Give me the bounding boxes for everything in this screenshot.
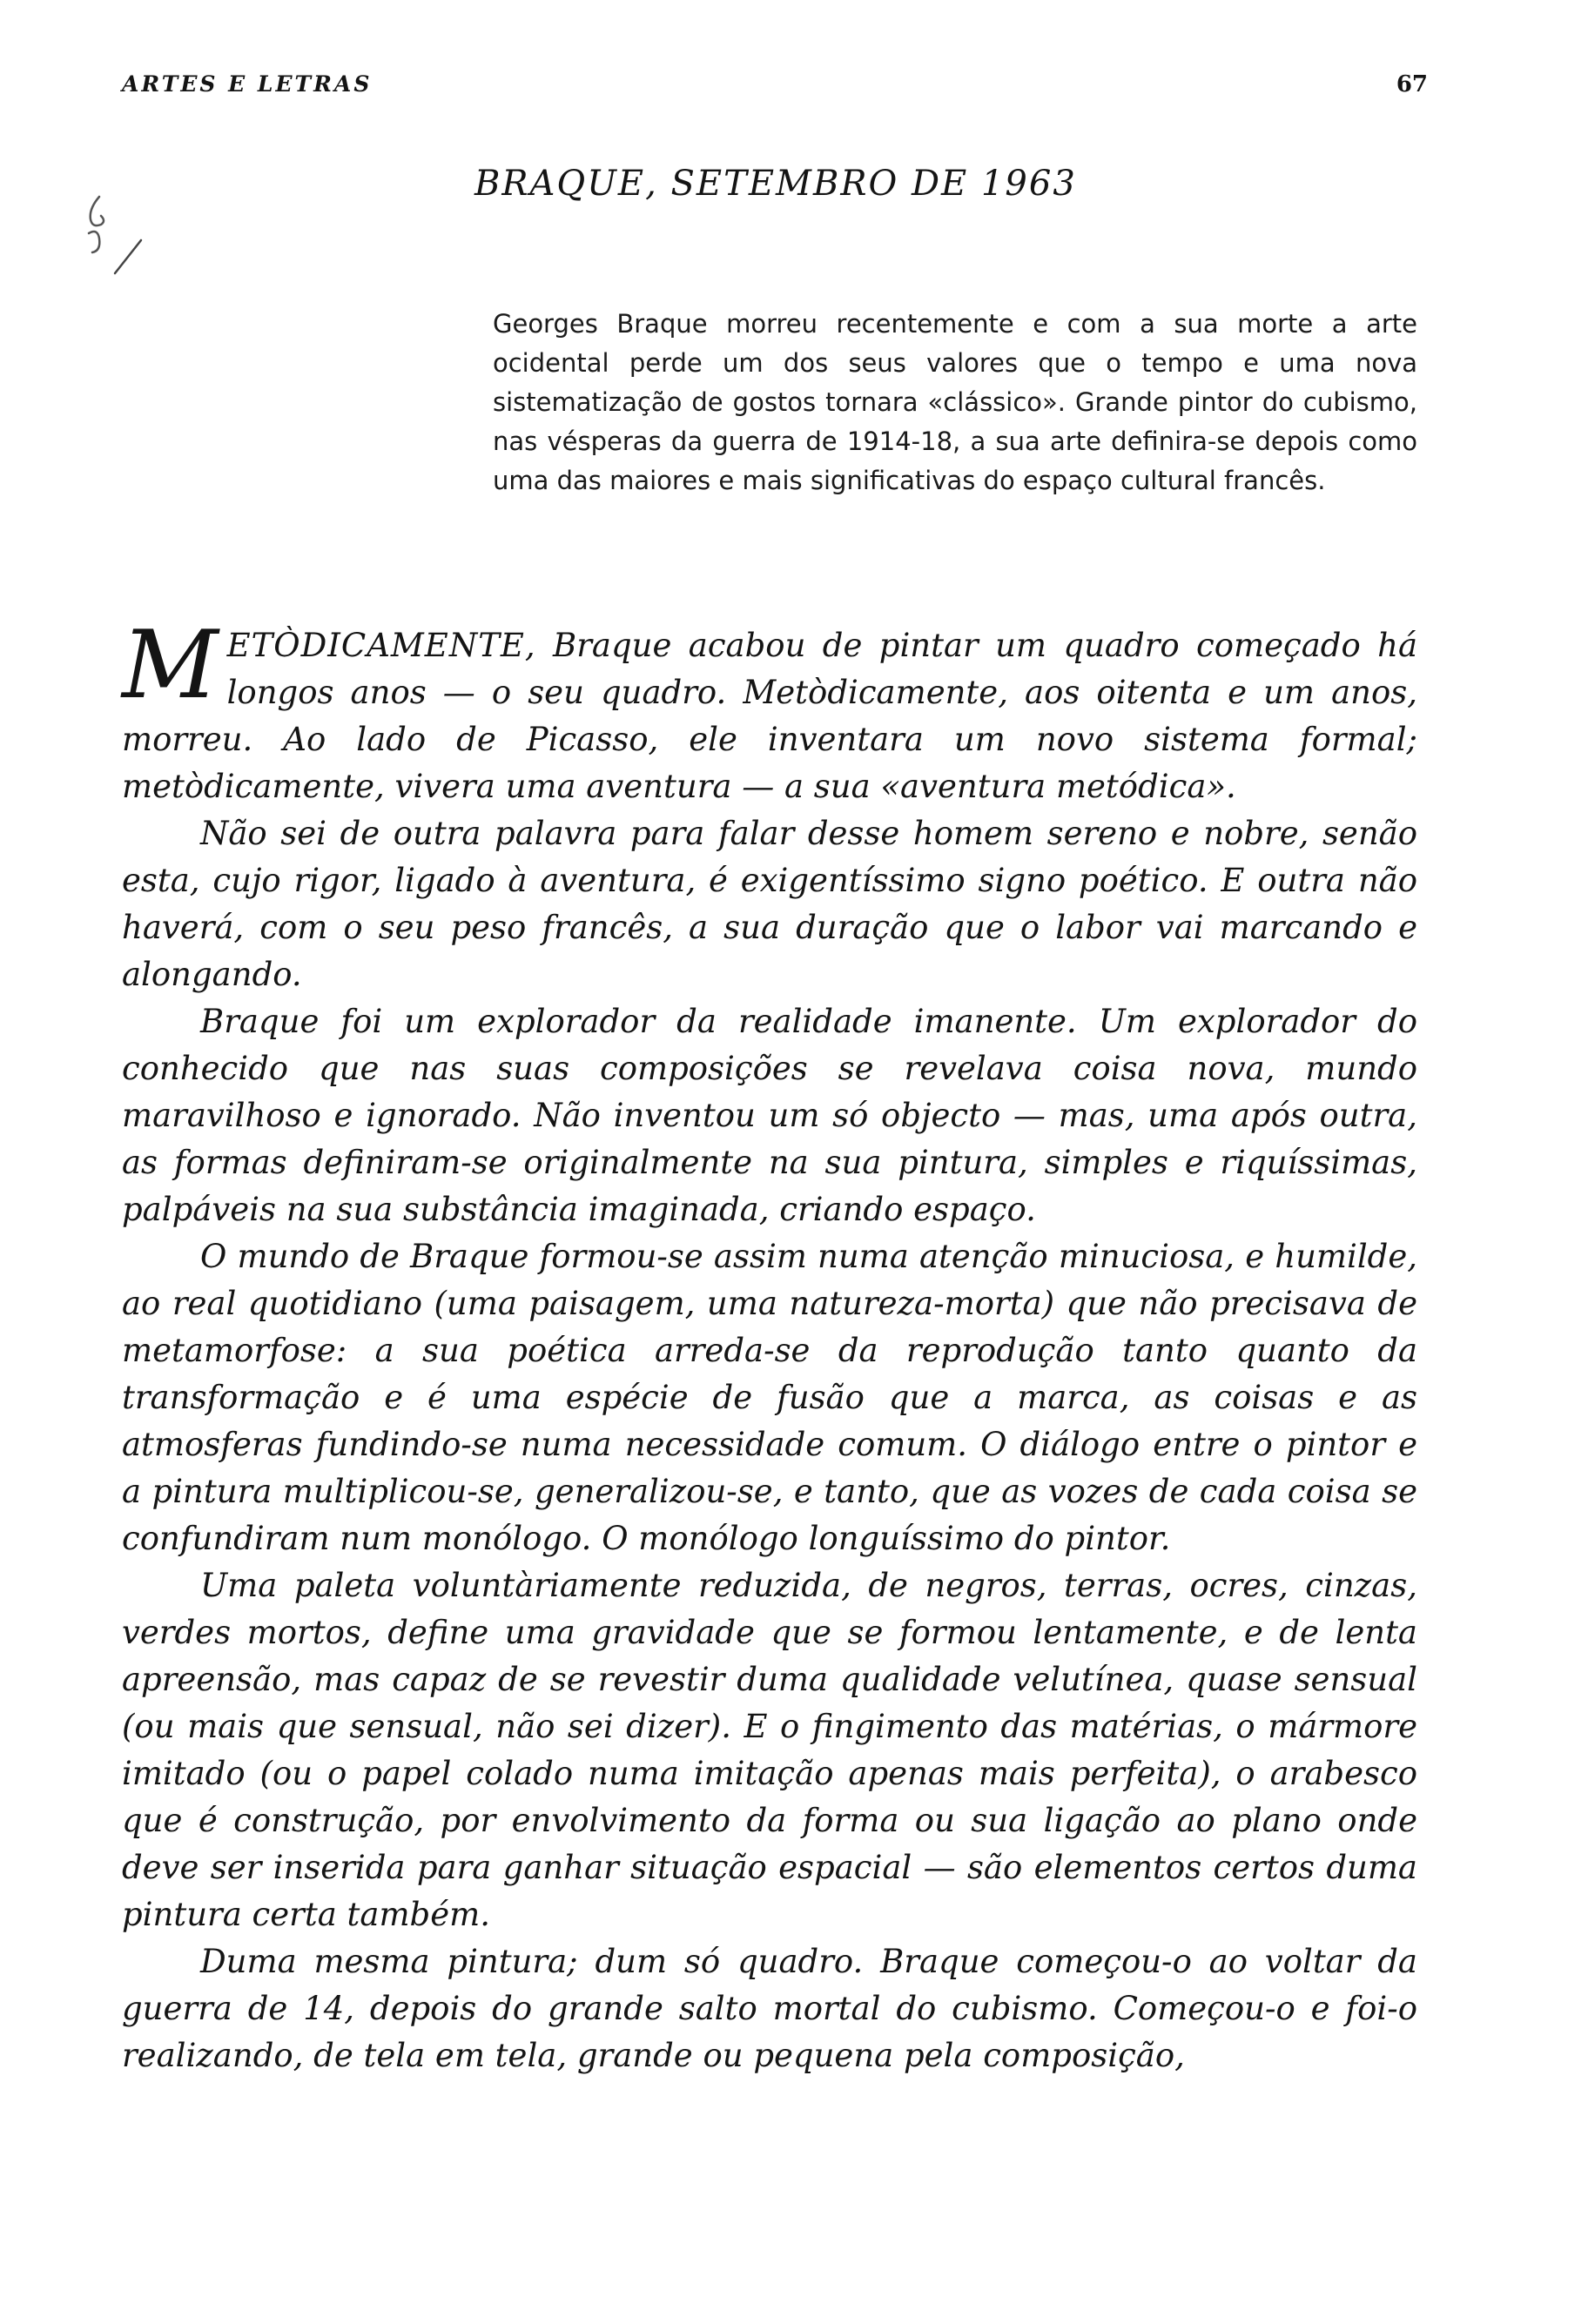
drop-cap: M [122,611,219,720]
paragraph-2: Não sei de outra palavra para falar desse homem sereno e nobre, senão esta, cujo rigor, ligado à aventura, é exigentíssimo signo poético. E outra não haverá, com o seu peso francês, a sua duração que o labor vai marcando e alongando. [122,815,1417,993]
article-body [122,611,1417,2079]
paragraph-1 [122,611,1417,810]
lead-caps: ETÒDICAMENTE, [226,627,536,664]
article-title: BRAQUE, SETEMBRO DE 1963 [474,164,1077,204]
paragraph-3: Braque foi um explorador da realidade imanente. Um explorador do conhecido que nas suas composições se revelava coisa nova, mundo maravilhoso e ignorado. Não inventou um só objecto — mas, uma após outra, as formas definiram-se originalmente na sua pintura, simples e riquíssimas, palpáveis na sua substância imaginada, criando espaço. [122,1003,1417,1228]
paragraph-6: Duma mesma pintura; dum só quadro. Braque começou-o ao voltar da guerra de 14, depois do grande salto mortal do cubismo. Começou-o e foi-o realizando, de tela em tela, grande ou pequena pela composição, [122,1943,1417,2074]
paragraph-4: O mundo de Braque formou-se assim numa atenção minuciosa, e humilde, ao real quotidiano (uma paisagem, uma natureza-morta) que não precisava de metamorfose: a sua poética arreda-se da reprodução tanto quanto da transformação e é uma espécie de fusão que a marca, as coisas e as atmosferas fundindo-se numa necessidade comum. O diálogo entre o pintor e a pintura multiplicou-se, generalizou-se, e tanto, que as vozes de cada coisa se confundiram num monólogo. O monólogo longuíssimo do pintor. [122,1238,1417,1557]
paragraph-5: Uma paleta voluntàriamente reduzida, de negros, terras, ocres, cinzas, verdes mortos, define uma gravidade que se formou lentamente, e de lenta apreensão, mas capaz de se revestir duma qualidade velutínea, quase sensual (ou mais que sensual, não sei dizer). E o fingimento das matérias, o mármore imitado (ou o papel colado numa imitação apenas mais perfeita), o arabesco que é construção, por envolvimento da forma ou sua ligação ao plano onde deve ser inserida para ganhar situação espacial — são elementos certos duma pintura certa também. [122,1567,1417,1933]
handwritten-pencil-mark [80,190,158,285]
page-header [122,71,1428,115]
page-number: 67 [1396,71,1428,97]
running-head: ARTES E LETRAS [122,71,373,97]
article-abstract: Georges Braque morreu recentemente e com a sua morte a arte ocidental perde um dos seus valores que o tempo e uma nova sistematização de gostos tornara «clássico». Grande pintor do cubismo, nas vésperas da guerra de 1914-18, a sua arte definira-se depois como uma das maiores e mais significativas do espaço cultural francês. [493,309,1417,495]
paragraph-1-text: Braque acabou de pintar um quadro começado há longos anos — o seu quadro. Metòdicamente, aos oitenta e um anos, morreu. Ao lado de Picasso, ele inventara um novo sistema formal; metòdicamente, vivera uma aventura — a sua «aventura metódica». [122,627,1417,805]
